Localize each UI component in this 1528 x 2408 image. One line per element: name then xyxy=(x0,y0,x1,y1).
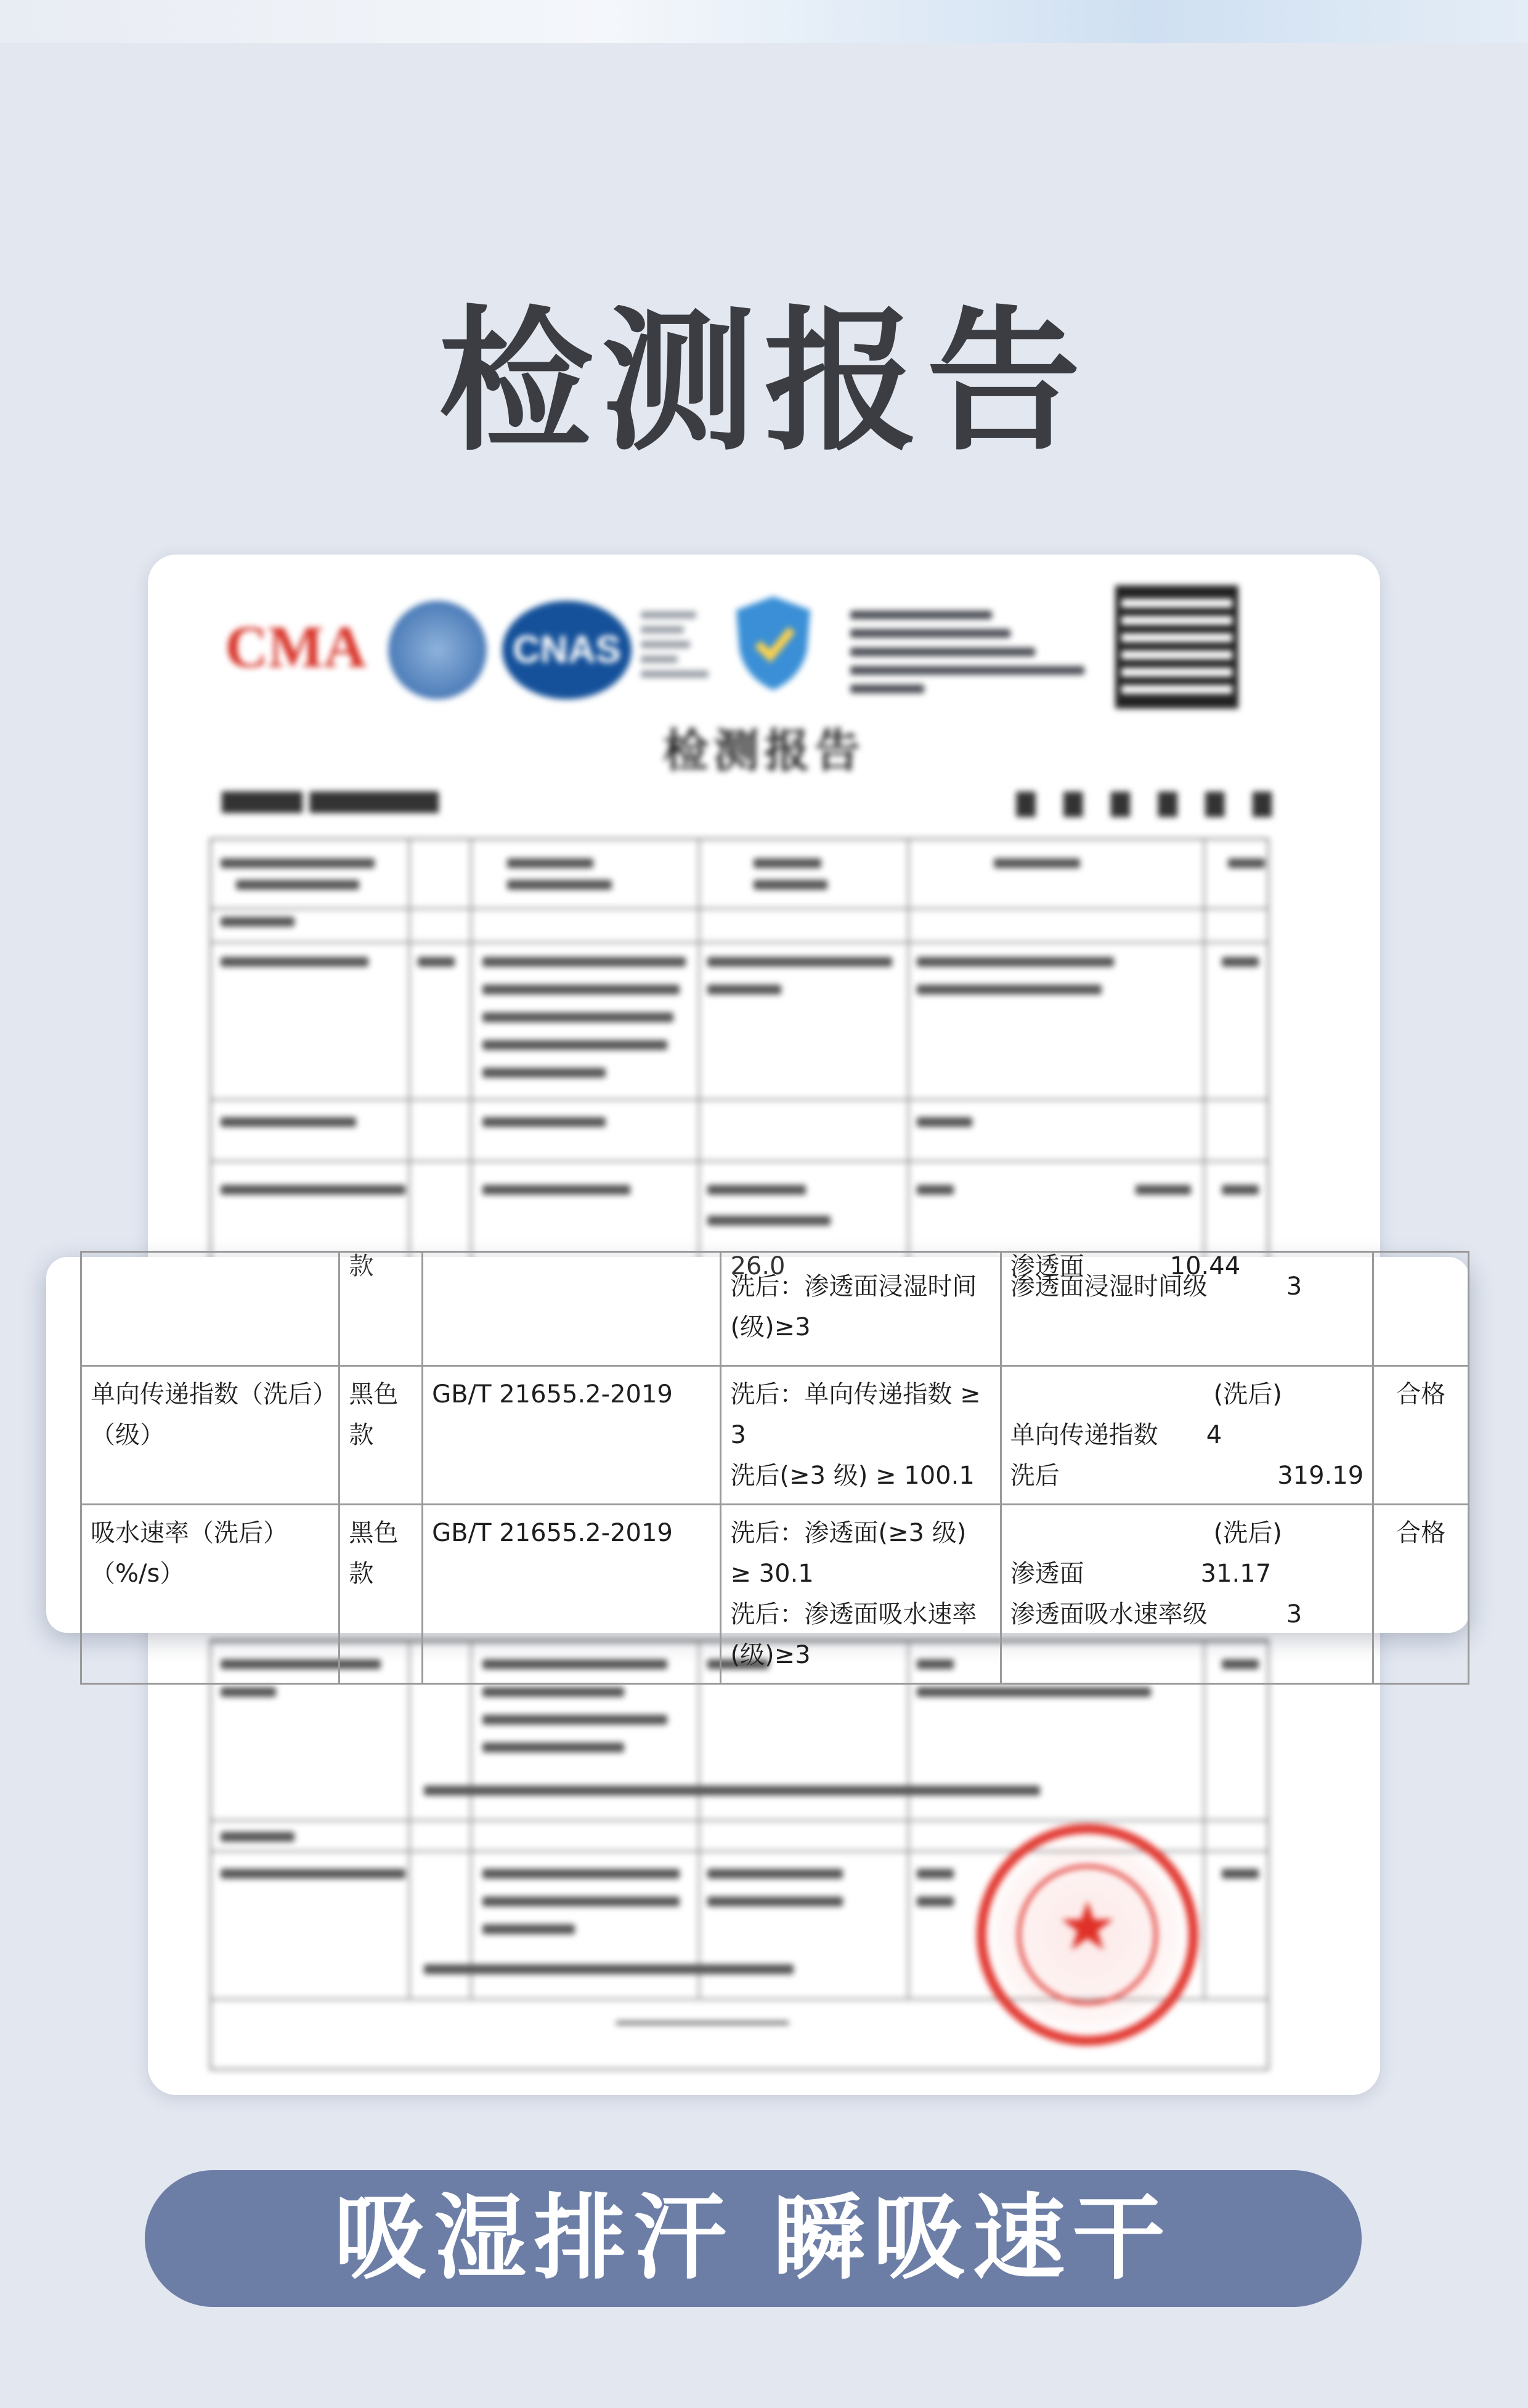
result-value: 3 xyxy=(1286,1272,1302,1301)
result-cell xyxy=(1001,1366,1373,1505)
table-row xyxy=(81,1505,1469,1684)
official-seal-icon: ★ xyxy=(977,1824,1198,2046)
result-value: 31.17 xyxy=(1200,1560,1272,1588)
result-label: 单向传递指数 xyxy=(1010,1421,1158,1449)
partial-requirement-cell xyxy=(721,1252,1001,1366)
requirement-line: 洗后(≥3 级) ≥ 100.1 xyxy=(730,1462,975,1490)
ilac-seal-icon xyxy=(388,601,487,699)
result-label: 渗透面 xyxy=(1010,1560,1084,1588)
top-gradient-strip xyxy=(0,0,1528,43)
requirement-line: 洗后：渗透面吸水速率(级)≥3 xyxy=(730,1600,977,1669)
result-head: (洗后) xyxy=(1213,1380,1282,1409)
cut-text: 款 xyxy=(349,1252,374,1280)
method-cell: GB/T 21655.2-2019 xyxy=(423,1505,721,1684)
sample-cell: 黑色款 xyxy=(339,1505,423,1684)
cut-text: 26.0 xyxy=(730,1252,786,1280)
verdict-cell: 合格 xyxy=(1373,1366,1469,1505)
partial-item-cell xyxy=(81,1252,339,1366)
partial-method-cell xyxy=(423,1252,721,1366)
result-value: 319.19 xyxy=(1277,1462,1364,1490)
requirement-text: 洗后：渗透面浸湿时间(级)≥3 xyxy=(730,1272,977,1341)
report-table-top xyxy=(209,838,1269,1280)
item-cell: 吸水速率（洗后）（%/s） xyxy=(81,1505,339,1684)
cut-text: 渗透面 xyxy=(1010,1252,1084,1280)
result-value: 3 xyxy=(1286,1600,1302,1629)
result-label: 洗后 xyxy=(1010,1462,1060,1490)
requirement-cell xyxy=(721,1505,1001,1684)
method-cell: GB/T 21655.2-2019 xyxy=(423,1366,721,1505)
contact-info-lines xyxy=(850,601,1097,703)
partial-sample-cell xyxy=(339,1252,423,1366)
qr-code-icon xyxy=(1115,585,1238,709)
report-footer-line xyxy=(616,2021,789,2025)
test-results-table xyxy=(80,1251,1469,1685)
page-title: 检测报告 xyxy=(439,292,1089,471)
result-value: 4 xyxy=(1206,1421,1222,1449)
partial-result-cell xyxy=(1001,1252,1373,1366)
sample-cell: 黑色款 xyxy=(339,1366,423,1505)
result-head: (洗后) xyxy=(1213,1519,1282,1547)
verdict-cell: 合格 xyxy=(1373,1505,1469,1684)
report-page-blur: ▇ ▇ ▇ ▇ ▇ ▇ xyxy=(1016,789,1282,817)
item-cell: 单向传递指数（洗后）（级） xyxy=(81,1366,339,1505)
result-cell xyxy=(1001,1505,1373,1684)
verified-shield-icon xyxy=(727,592,819,696)
result-label: 渗透面浸湿时间级 xyxy=(1010,1272,1208,1301)
requirement-line: 洗后：渗透面(≥3 级) ≥ 30.1 xyxy=(730,1519,967,1588)
feature-banner: 吸湿排汗 瞬吸速干 xyxy=(145,2170,1362,2307)
cut-text: 10.44 xyxy=(1169,1252,1241,1280)
cnas-logo-icon: CNAS xyxy=(502,601,632,699)
table-row xyxy=(81,1252,1469,1366)
table-row xyxy=(81,1366,1469,1505)
report-doc-heading: 检测报告 xyxy=(663,725,865,778)
result-label: 渗透面吸水速率级 xyxy=(1010,1600,1208,1629)
partial-verdict-cell xyxy=(1373,1252,1469,1366)
requirement-line: 洗后：单向传递指数 ≥ 3 xyxy=(730,1380,981,1449)
cma-logo-icon: CMA xyxy=(225,614,367,680)
report-number-blur: ▇▇▇▇▇ ▇▇▇▇▇▇▇▇ xyxy=(222,789,439,813)
accreditation-text-lines xyxy=(641,604,721,685)
requirement-cell xyxy=(721,1366,1001,1505)
zoomed-test-results xyxy=(46,1252,1469,1669)
